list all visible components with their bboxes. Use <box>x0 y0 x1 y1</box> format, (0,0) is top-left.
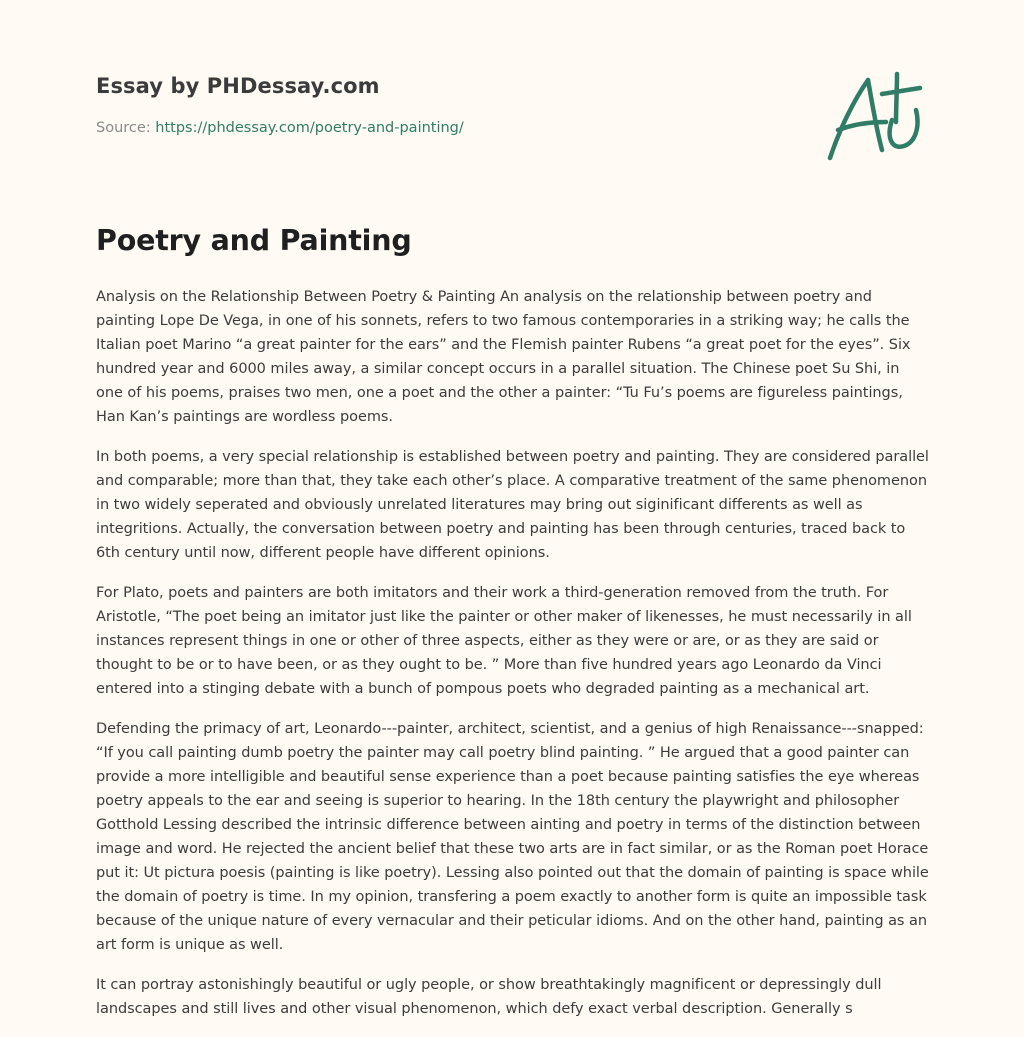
paragraph: It can portray astonishingly beautiful or ugly people, or show breathtakingly magnificent or depressingly dull landscapes and still lives and other visual phenomenon, which defy exact verbal description. Generally s <box>96 977 882 1017</box>
paragraph: Defending the primacy of art, Leonardo---painter, architect, scientist, and a genius of high Renaissance---snapped: “If you call painting dumb poetry the painter may call poetry blind painting. ” He argued that a good painter can provide a more intelligible and beautiful sense experience than a poet because painting satisfies the eye whereas poetry appeals to the ear and seeing is superior to hearing. In the 18th century the playwright and philosopher Gotthold Lessing described the intrinsic difference between ainting and poetry in terms of the distinction between image and word. He rejected the ancient belief that these two arts are in fact similar, or as the Roman poet Horace put it: Ut pictura poesis (painting is like poetry). Lessing also pointed out that the domain of painting is space while the domain of poetry is time. In my opinion, transfering a poem exactly to another form is quite an impossible task because of the unique nature of every vernacular and their peticular idioms. And on the other hand, painting as an art form is unique as well. <box>96 721 929 953</box>
source-line <box>96 120 796 136</box>
page-header <box>96 74 796 136</box>
site-title: Essay by PHDessay.com <box>96 74 380 98</box>
paragraph: Analysis on the Relationship Between Poetry & Painting An analysis on the relationship between poetry and painting Lope De Vega, in one of his sonnets, refers to two famous contemporaries in a striking way; he calls the Italian poet Marino “a great painter for the ears” and the Flemish painter Rubens “a great poet for the eyes”. Six hundred year and 6000 miles away, a similar concept occurs in a parallel situation. The Chinese poet Su Shi, in one of his poems, praises two men, one a poet and the other a painter: “Tu Fu’s poems are figureless paintings, Han Kan’s paintings are wordless poems. <box>96 289 911 425</box>
source-label: Source: <box>96 120 151 136</box>
paragraph: In both poems, a very special relationship is established between poetry and painting. They are considered parallel and comparable; more than that, they take each other’s place. A comparative treatment of the same phenomenon in two widely seperated and obviously unrelated literatures may bring out siginificant differents as well as integritions. Actually, the conversation between poetry and painting has been through centuries, traced back to 6th century until now, different people have different opinions. <box>96 449 929 561</box>
article-body <box>96 285 930 1037</box>
a-plus-grade-icon <box>820 66 930 166</box>
paragraph: For Plato, poets and painters are both imitators and their work a third-generation removed from the truth. For Aristotle, “The poet being an imitator just like the painter or other maker of likenesses, he must necessarily in all instances represent things in one or other of three aspects, either as they were or are, or as they are said or thought to be or to have been, or as they ought to be. ” More than five hundred years ago Leonardo da Vinci entered into a stinging debate with a bunch of pompous poets who degraded painting as a mechanical art. <box>96 585 912 697</box>
page-title: Poetry and Painting <box>96 224 412 257</box>
source-link[interactable]: https://phdessay.com/poetry-and-painting/ <box>155 120 464 136</box>
